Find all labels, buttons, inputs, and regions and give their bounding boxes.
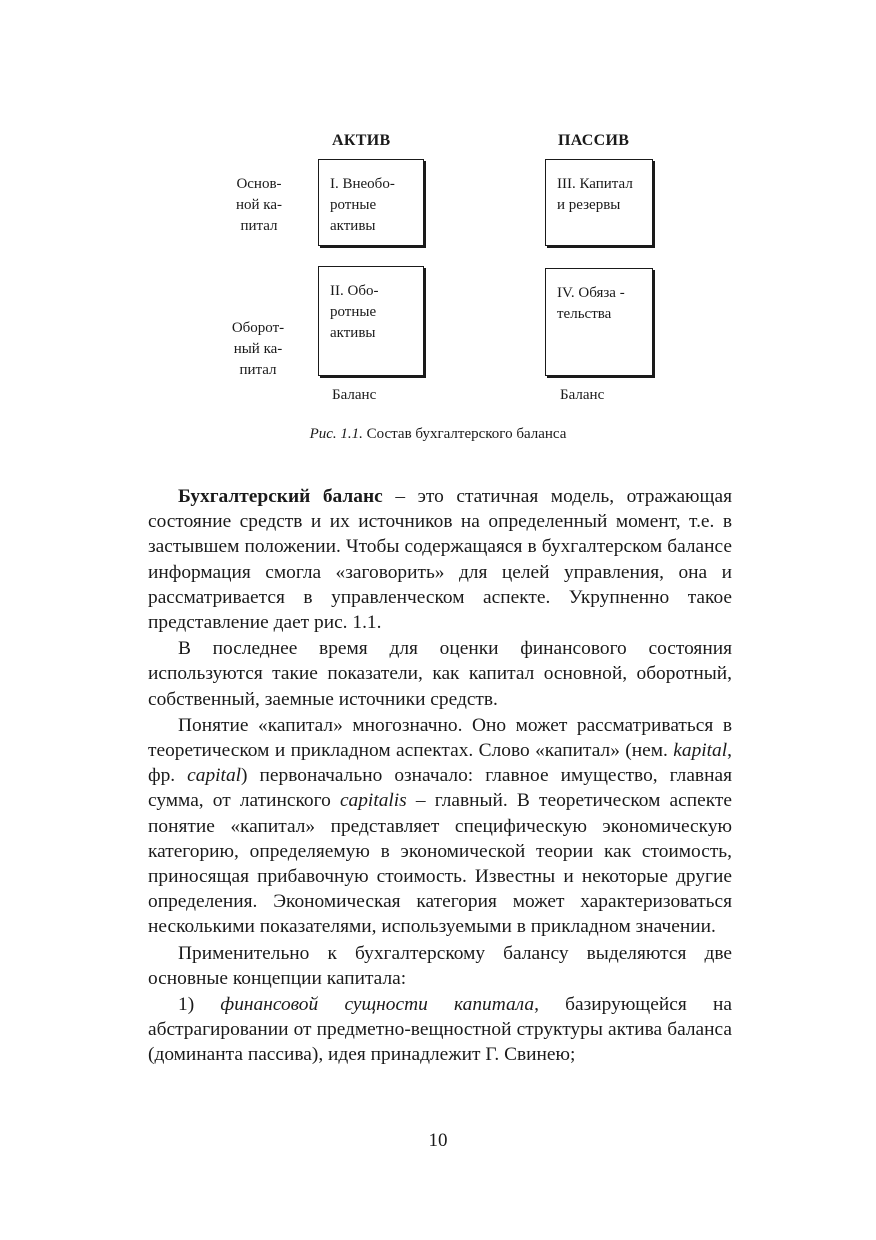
balance-figure — [0, 0, 876, 460]
paragraph-1: Бухгалтерский баланс – это статичная модель, отражающая состояние средств и их источников на определенный момент, т.е. в застывшем положении. Чтобы содержащаяся в бухгалтерском балансе информация смогла «заговорить» для целей управления, она и рассматривается в управленческом аспекте. Укрупненно такое представление дает рис. 1.1. — [148, 486, 732, 634]
paragraph-5: 1) финансовой сущности капитала, базирующейся на абстрагировании от предметно-вещностной структуры актива баланса (доминанта пассива), идея принадлежит Г. Свинею; — [148, 994, 732, 1066]
aktiv-heading: АКТИВ — [332, 132, 391, 149]
box-liabilities: IV. Обяза - тельства — [545, 268, 653, 376]
paragraph-4: Применительно к бухгалтерскому балансу выделяются две основные концепции капитала: — [148, 942, 732, 989]
page-number: 10 — [428, 1130, 448, 1151]
paragraph-2: В последнее время для оценки финансового состояния используются такие показатели, как капитал основной, оборотный, собственный, заемные источники средств. — [148, 638, 732, 710]
passiv-heading: ПАССИВ — [558, 132, 630, 149]
body-text — [148, 484, 732, 1068]
box-capital-reserves: III. Капитал и резервы — [545, 159, 653, 246]
paragraph-3: Понятие «капитал» многозначно. Оно может рассматриваться в теоретическом и прикладном аспектах. Слово «капитал» (нем. kapital, фр. capital) первоначально означало: главное имущество, главная сумма, от латинского capitalis – главный. В теоретическом аспекте понятие «капитал» представляет специфическую экономическую категорию, определяемую в экономической теории как стоимость, приносящая прибавочную стоимость. Известны и некоторые другие определения. Экономическая категория может характеризоваться несколькими показателями, используемыми в прикладном значении. — [148, 714, 732, 938]
fixed-capital-label: Основ- ной ка- питал — [235, 176, 283, 234]
balance-label-left: Баланс — [332, 387, 377, 403]
caption-number: Рис. 1.1. — [309, 426, 363, 442]
box-current-assets: II. Обо- ротные активы — [318, 266, 424, 376]
balance-label-right: Баланс — [560, 387, 605, 403]
box-noncurrent-assets: I. Внеобо- ротные активы — [318, 159, 424, 246]
term-balance-sheet: Бухгалтерский баланс — [178, 486, 383, 507]
caption-text: Состав бухгалтерского баланса — [366, 426, 567, 442]
term-financial-concept: финансовой сущности капитала — [220, 994, 535, 1016]
figure-caption — [0, 426, 876, 443]
working-capital-label: Оборот- ный ка- питал — [231, 320, 285, 378]
